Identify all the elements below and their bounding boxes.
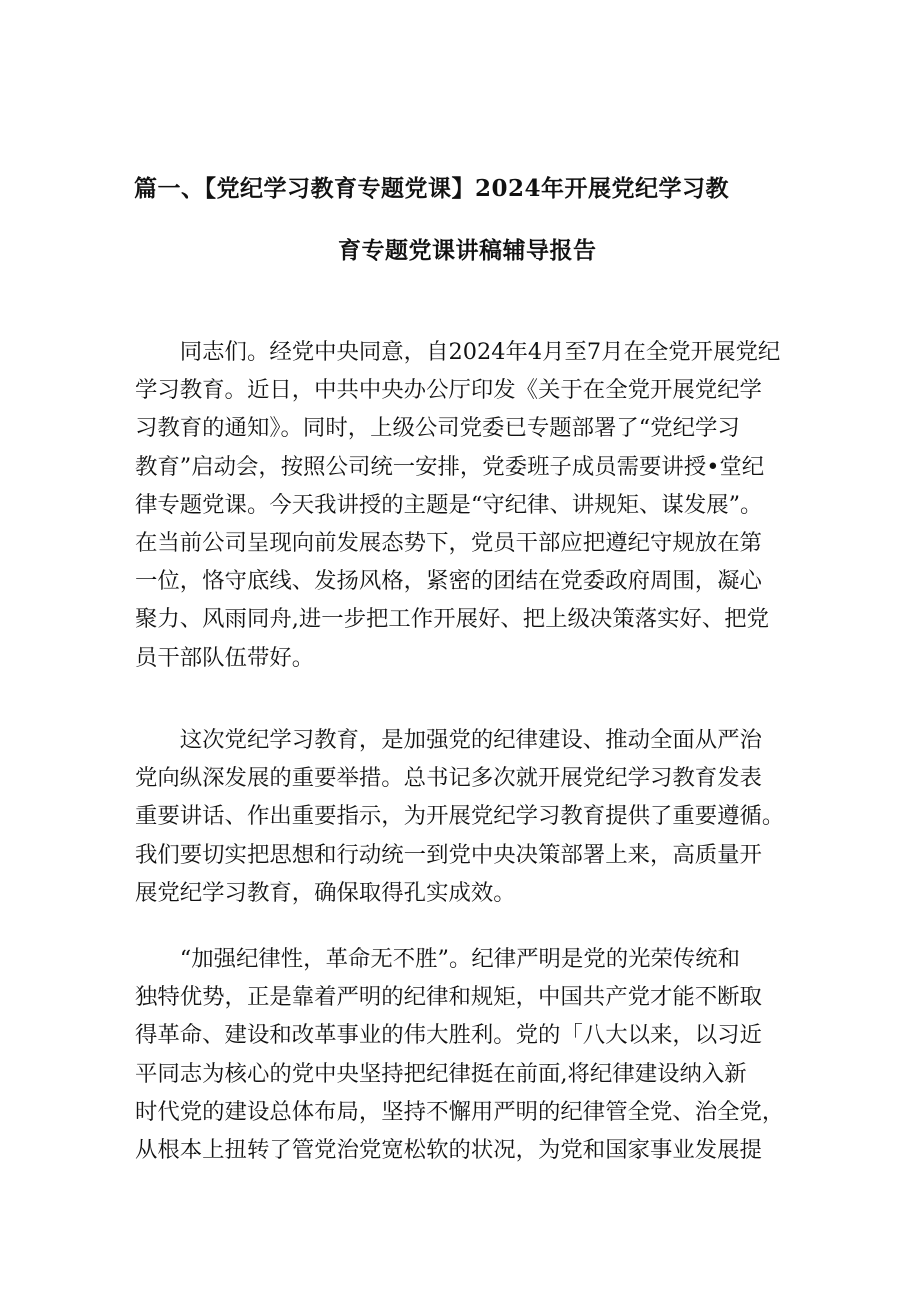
paragraph-line: 同志们。经党中央同意，自2024年4月至7月在全党开展党纪	[135, 339, 781, 365]
paragraph-line: 平同志为核心的党中央坚持把纪律挺在前面,将纪律建设纳入新	[135, 1060, 747, 1087]
paragraph-line: 学习教育。近日，中共中央办公厅印发《关于在全党开展党纪学	[135, 377, 762, 404]
paragraph-line: 展党纪学习教育，确保取得孔实成效。	[135, 879, 516, 906]
paragraph-line: 一位，恪守底线、发扬风格，紧密的团结在党委政府周围，凝心	[135, 568, 762, 595]
document-title-line-1: 篇一、【党纪学习教育专题党课】2024年开展党纪学习教	[134, 175, 730, 202]
paragraph-line: 从根本上扭转了管党治党宽松软的状况，为党和国家事业发展提	[135, 1136, 762, 1163]
document-title-line-2: 育专题党课讲稿辅导报告	[338, 237, 597, 264]
paragraph-line: 教育”启动会，按照公司统一安排，党委班子成员需要讲授•堂纪	[135, 453, 765, 480]
paragraph-2	[135, 721, 795, 912]
paragraph-line: 在当前公司呈现向前发展态势下，党员干部应把遵纪守规放在第	[135, 529, 762, 556]
paragraph-3	[135, 940, 795, 1169]
paragraph-line: 律专题党课。今天我讲授的主题是“守纪律、讲规矩、谋发展”。	[135, 491, 763, 518]
paragraph-line: 独特优势，正是靠着严明的纪律和规矩，中国共产党才能不断取	[135, 984, 762, 1011]
paragraph-line: 聚力、风雨同舟,进一步把工作开展好、把上级决策落实好、把党	[135, 606, 770, 633]
paragraph-line: 时代党的建设总体布局，坚持不懈用严明的纪律管全党、治全党，	[135, 1098, 785, 1125]
paragraph-line: 我们要切实把思想和行动统一到党中央决策部署上来，高质量开	[135, 841, 762, 868]
paragraph-line: 重要讲话、作出重要指示，为开展党纪学习教育提供了重要遵循。	[135, 803, 785, 830]
paragraph-line: “加强纪律性，革命无不胜”。纪律严明是党的光荣传统和	[135, 946, 741, 972]
paragraph-line: 党向纵深发展的重要举措。总书记多次就开展党纪学习教育发表	[135, 765, 762, 792]
paragraph-line: 得革命、建设和改革事业的伟大胜利。党的「八大以来，以习近	[135, 1022, 762, 1049]
paragraph-1	[135, 333, 795, 677]
paragraph-line: 员干部队伍带好。	[135, 644, 315, 671]
paragraph-line: 这次党纪学习教育，是加强党的纪律建设、推动全面从严治	[135, 727, 762, 753]
paragraph-line: 习教育的通知》。同时，上级公司党委已专题部署了“党纪学习	[135, 415, 740, 442]
